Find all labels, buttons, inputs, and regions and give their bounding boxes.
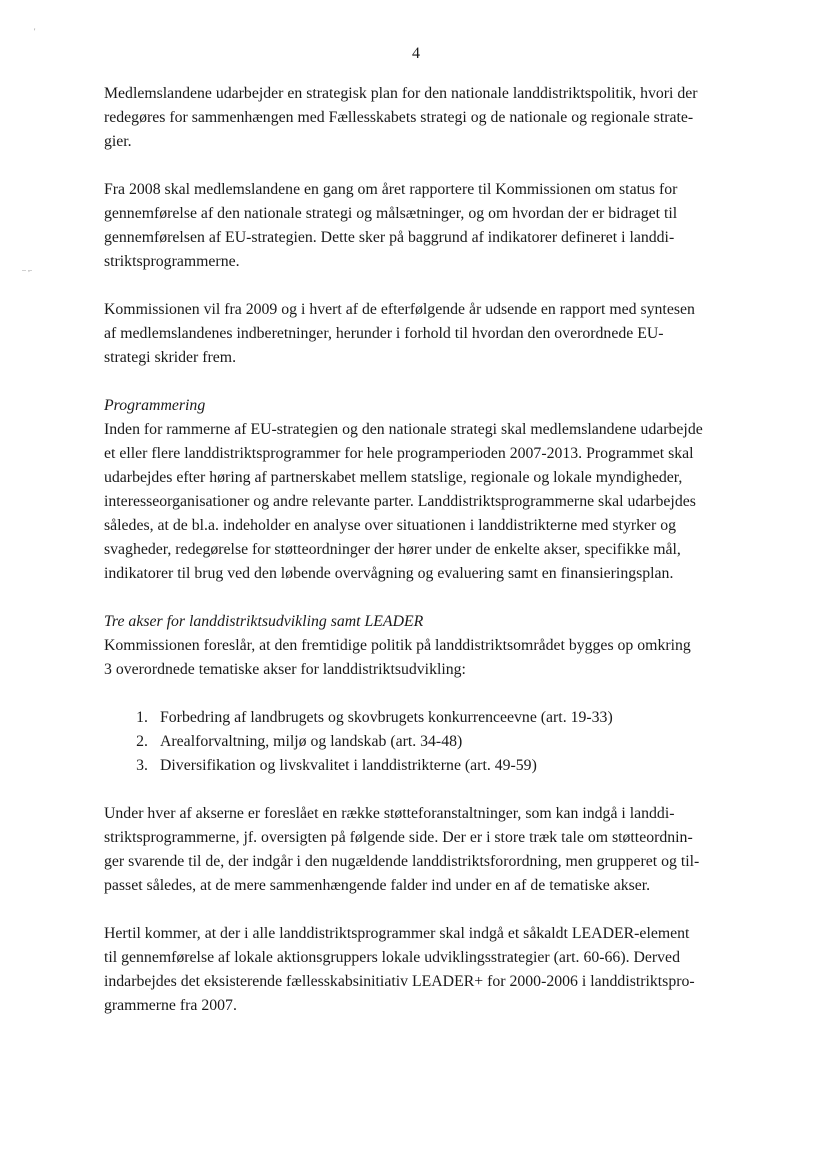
paragraph-annual-report [104, 178, 744, 274]
text-line: Under hver af akserne er foreslået en række støtteforanstaltninger, som kan indgå i landdi- [104, 805, 675, 822]
text-line: passet således, at de mere sammenhængende falder ind under en af de tematiske akser. [104, 877, 651, 894]
text-line: gennemførelsen af EU-strategien. Dette sker på baggrund af indikatorer defineret i landdi- [104, 229, 675, 246]
paragraph-strategic-plan [104, 82, 744, 154]
text-line: gennemførelse af den nationale strategi og målsætninger, og om hvordan der er bidraget til [104, 205, 678, 222]
list-number: 1. [136, 709, 148, 726]
text-line: 3 overordnede tematiske akser for landdistriktsudvikling: [104, 661, 466, 678]
text-line: indarbejdes det eksisterende fællesskabsinitiativ LEADER+ for 2000-2006 i landdistriktspro- [104, 973, 695, 990]
text-line: udarbejdes efter høring af partnerskabet mellem statslige, regionale og lokale myndigheder, [104, 469, 683, 486]
section-heading: Tre akser for landdistriktsudvikling samt LEADER [104, 613, 424, 630]
text-line: svagheder, redegørelse for støtteordninger der hører under de enkelte akser, specifikke mål, [104, 541, 681, 558]
text-line: striktsprogrammerne, jf. oversigten på følgende side. Der er i store træk tale om støtteordnin- [104, 829, 693, 846]
paragraph-leader [104, 922, 744, 1018]
section-tre-akser [104, 610, 744, 682]
text-line: Fra 2008 skal medlemslandene en gang om året rapportere til Kommissionen om status for [104, 181, 678, 198]
list-number: 3. [136, 757, 148, 774]
text-line: Hertil kommer, at der i alle landdistriktsprogrammer skal indgå et såkaldt LEADER-element [104, 925, 690, 942]
list-item [122, 706, 744, 730]
text-line: således, at de bl.a. indeholder en analyse over situationen i landdistrikterne med styrker og [104, 517, 677, 534]
section-programmering [104, 394, 744, 586]
list-text: Arealforvaltning, miljø og landskab (art. 34-48) [160, 733, 463, 750]
text-line: indikatorer til brug ved den løbende overvågning og evaluering samt en finansieringsplan. [104, 565, 674, 582]
text-line: strategi skrider frem. [104, 349, 237, 366]
text-line: Kommissionen vil fra 2009 og i hvert af de efterfølgende år udsende en rapport med syntesen [104, 301, 695, 318]
text-line: ger svarende til de, der indgår i den nugældende landdistriktsforordning, men grupperet og til- [104, 853, 700, 870]
list-text: Forbedring af landbrugets og skovbrugets konkurrenceevne (art. 19-33) [160, 709, 613, 726]
text-line: gier. [104, 133, 132, 150]
text-line: Kommissionen foreslår, at den fremtidige politik på landdistriktsområdet bygges op omkring [104, 637, 691, 654]
list-item [122, 754, 744, 778]
text-line: redegøres for sammenhængen med Fællesskabets strategi og de nationale og regionale strate- [104, 109, 694, 126]
list-text: Diversifikation og livskvalitet i landdistrikterne (art. 49-59) [160, 757, 537, 774]
section-heading: Programmering [104, 397, 206, 414]
paragraph-commission-report [104, 298, 744, 370]
scan-speck: ' [34, 27, 36, 36]
text-line: striktsprogrammerne. [104, 253, 240, 270]
text-line: et eller flere landdistriktsprogrammer for hele programperioden 2007-2013. Programmet skal [104, 445, 694, 462]
text-line: af medlemslandenes indberetninger, herunder i forhold til hvordan den overordnede EU- [104, 325, 664, 342]
scan-speck: .. ,. [22, 264, 32, 273]
text-line: Inden for rammerne af EU-strategien og den nationale strategi skal medlemslandene udarbejde [104, 421, 703, 438]
page-number: 4 [412, 45, 420, 62]
body-text [104, 82, 744, 1042]
text-line: grammerne fra 2007. [104, 997, 237, 1014]
axes-list-wrapper [104, 706, 744, 778]
text-line: interesseorganisationer og andre relevante parter. Landdistriktsprogrammerne skal udarbejdes [104, 493, 696, 510]
text-line: Medlemslandene udarbejder en strategisk plan for den nationale landdistriktspolitik, hvori der [104, 85, 698, 102]
text-line: til gennemførelse af lokale aktionsgruppers lokale udviklingsstrategier (art. 60-66). Derved [104, 949, 680, 966]
list-item [122, 730, 744, 754]
axes-list [104, 706, 744, 778]
paragraph-support-measures [104, 802, 744, 898]
list-number: 2. [136, 733, 148, 750]
